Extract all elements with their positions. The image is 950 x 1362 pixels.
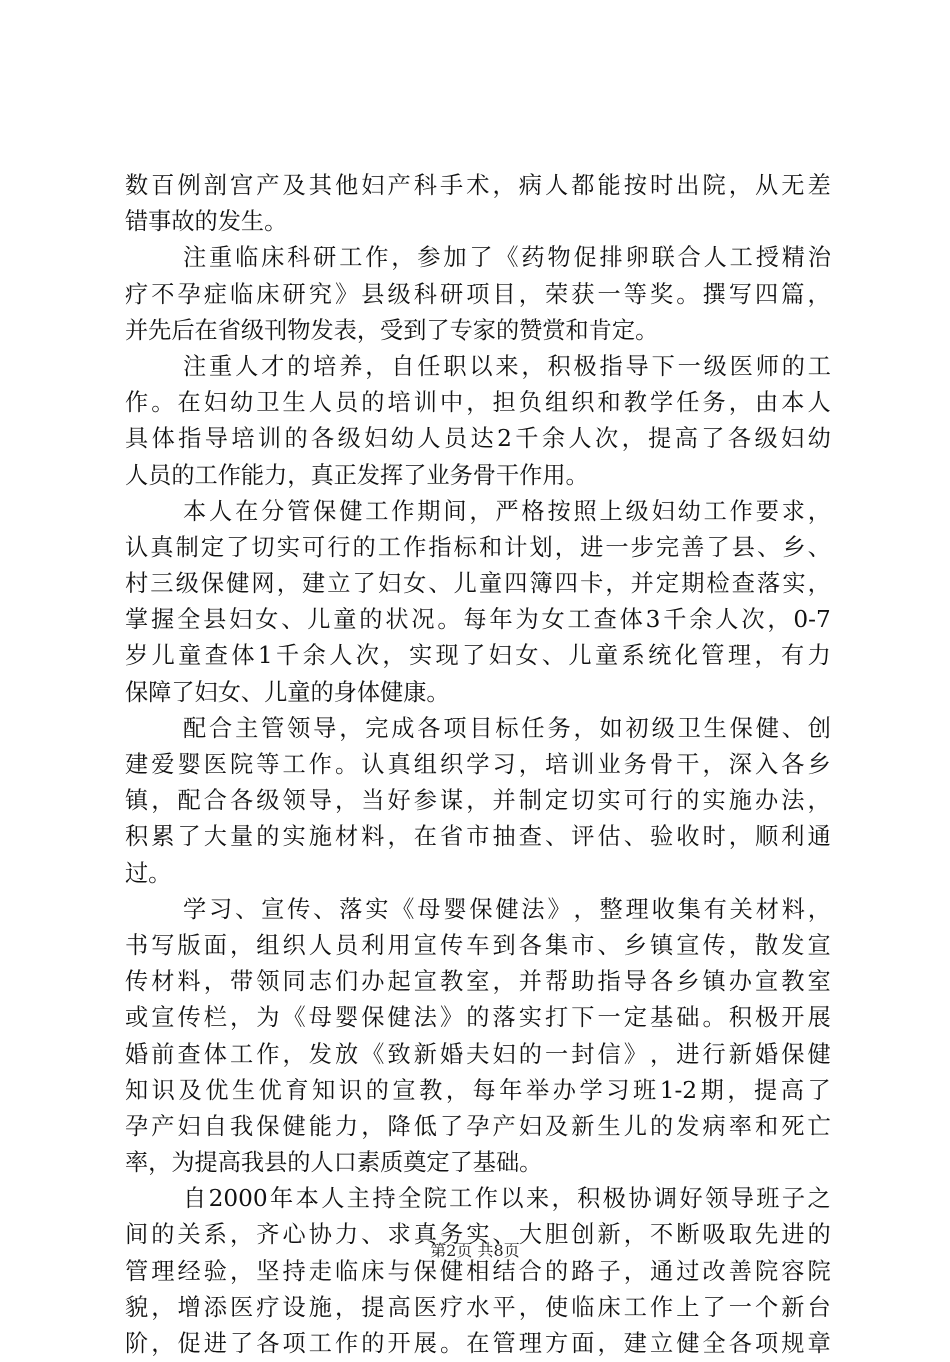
document-body [125,168,831,1362]
text-line: 或 宣 传 栏 ， 为 《 母 婴 保 健 法 》 的 落 实 打 下 一 定 基 础 。 积 极 开 展 [125,1004,831,1032]
text-line: 管 理 经 验 ， 坚 持 走 临 床 与 保 健 相 结 合 的 路 子 ， 通 过 改 善 院 容 院 [125,1257,831,1285]
text-line: 具 体 指 导 培 训 的 各 级 妇 幼 人 员 达 2 千 余 人 次 ， 提 高 了 各 级 妇 幼 [125,425,831,453]
text-line: 过。 [125,859,172,887]
text-line: 疗 不 孕 症 临 床 研 究 》 县 级 科 研 项 目 ， 荣 获 一 等 奖 。 撰 写 四 篇 ， [125,280,831,308]
text-line: 传 材 料 ， 带 领 同 志 们 办 起 宣 教 室 ， 并 帮 助 指 导 各 乡 镇 办 宣 教 室 [125,968,831,996]
text-line: 人员的工作能力，真正发挥了业务骨干作用。 [125,461,589,489]
text-line: 积 累 了 大 量 的 实 施 材 料 ， 在 省 市 抽 查 、 评 估 、 验 收 时 ， 顺 利 通 [125,823,831,851]
text-line: 镇 ， 配 合 各 级 领 导 ， 当 好 参 谋 ， 并 制 定 切 实 可 行 的 实 施 办 法 ， [125,787,831,815]
text-line: 率，为提高我县的人口素质奠定了基础。 [125,1149,543,1177]
text-line: 书 写 版 面 ， 组 织 人 员 利 用 宣 传 车 到 各 集 市 、 乡 镇 宣 传 ， 散 发 宣 [125,931,831,959]
page-footer: 第2页 共8页 [430,1241,520,1260]
text-line: 岁 儿 童 查 体 1 千 余 人 次 ， 实 现 了 妇 女 、 儿 童 系 统 化 管 理 ， 有 力 [125,642,831,670]
text-line: 作 。 在 妇 幼 卫 生 人 员 的 培 训 中 ， 担 负 组 织 和 教 学 任 务 ， 由 本 人 [125,389,831,417]
text-line: 注 重 临 床 科 研 工 作 ， 参 加 了 《 药 物 促 排 卵 联 合 人 工 授 精 治 [183,244,831,272]
text-line: 貌 ， 增 添 医 疗 设 施 ， 提 高 医 疗 水 平 ， 使 临 床 工 作 上 了 一 个 新 台 [125,1293,831,1321]
text-line: 自 2000 年 本 人 主 持 全 院 工 作 以 来 ， 积 极 协 调 好 领 导 班 子 之 [183,1185,831,1213]
text-line: 认 真 制 定 了 切 实 可 行 的 工 作 指 标 和 计 划 ， 进 一 步 完 善 了 县 、 乡 、 [125,533,831,561]
text-line: 间 的 关 系 ， 齐 心 协 力 、 求 真 务 实 、 大 胆 创 新 ， 不 断 吸 取 先 进 的 [125,1221,831,1249]
text-line: 知 识 及 优 生 优 育 知 识 的 宣 教 ， 每 年 举 办 学 习 班 1-2 期 ， 提 高 了 [125,1076,831,1104]
text-line: 学 习 、 宣 传 、 落 实 《 母 婴 保 健 法 》 ， 整 理 收 集 有 关 材 料 ， [183,895,831,923]
text-line: 并先后在省级刊物发表，受到了专家的赞赏和肯定。 [125,316,659,344]
text-line: 错事故的发生。 [125,208,288,236]
text-line: 保障了妇女、儿童的身体健康。 [125,678,450,706]
text-line: 村 三 级 保 健 网 ， 建 立 了 妇 女 、 儿 童 四 簿 四 卡 ， 并 定 期 检 查 落 实 ， [125,570,831,598]
text-line: 配 合 主 管 领 导 ， 完 成 各 项 目 标 任 务 ， 如 初 级 卫 生 保 健 、 创 [183,714,831,742]
text-line: 建 爱 婴 医 院 等 工 作 。 认 真 组 织 学 习 ， 培 训 业 务 骨 干 ， 深 入 各 乡 [125,751,831,778]
text-line: 孕 产 妇 自 我 保 健 能 力 ， 降 低 了 孕 产 妇 及 新 生 儿 的 发 病 率 和 死 亡 [125,1112,831,1140]
text-line: 数 百 例 剖 宫 产 及 其 他 妇 产 科 手 术 ， 病 人 都 能 按 时 出 院 ， 从 无 差 [125,172,831,199]
text-line: 阶 ， 促 进 了 各 项 工 作 的 开 展 。 在 管 理 方 面 ， 建 立 健 全 各 项 规 章 [125,1330,831,1357]
text-line: 本 人 在 分 管 保 健 工 作 期 间 ， 严 格 按 照 上 级 妇 幼 工 作 要 求 ， [183,497,831,525]
text-line: 注 重 人 才 的 培 养 ， 自 任 职 以 来 ， 积 极 指 导 下 一 级 医 师 的 工 [183,352,831,380]
text-line: 婚 前 查 体 工 作 ， 发 放 《 致 新 婚 夫 妇 的 一 封 信 》 ， 进 行 新 婚 保 健 [125,1040,831,1068]
text-line: 掌 握 全 县 妇 女 、 儿 童 的 状 况 。 每 年 为 女 工 查 体 3 千 余 人 次 ， 0-7 [125,606,831,634]
